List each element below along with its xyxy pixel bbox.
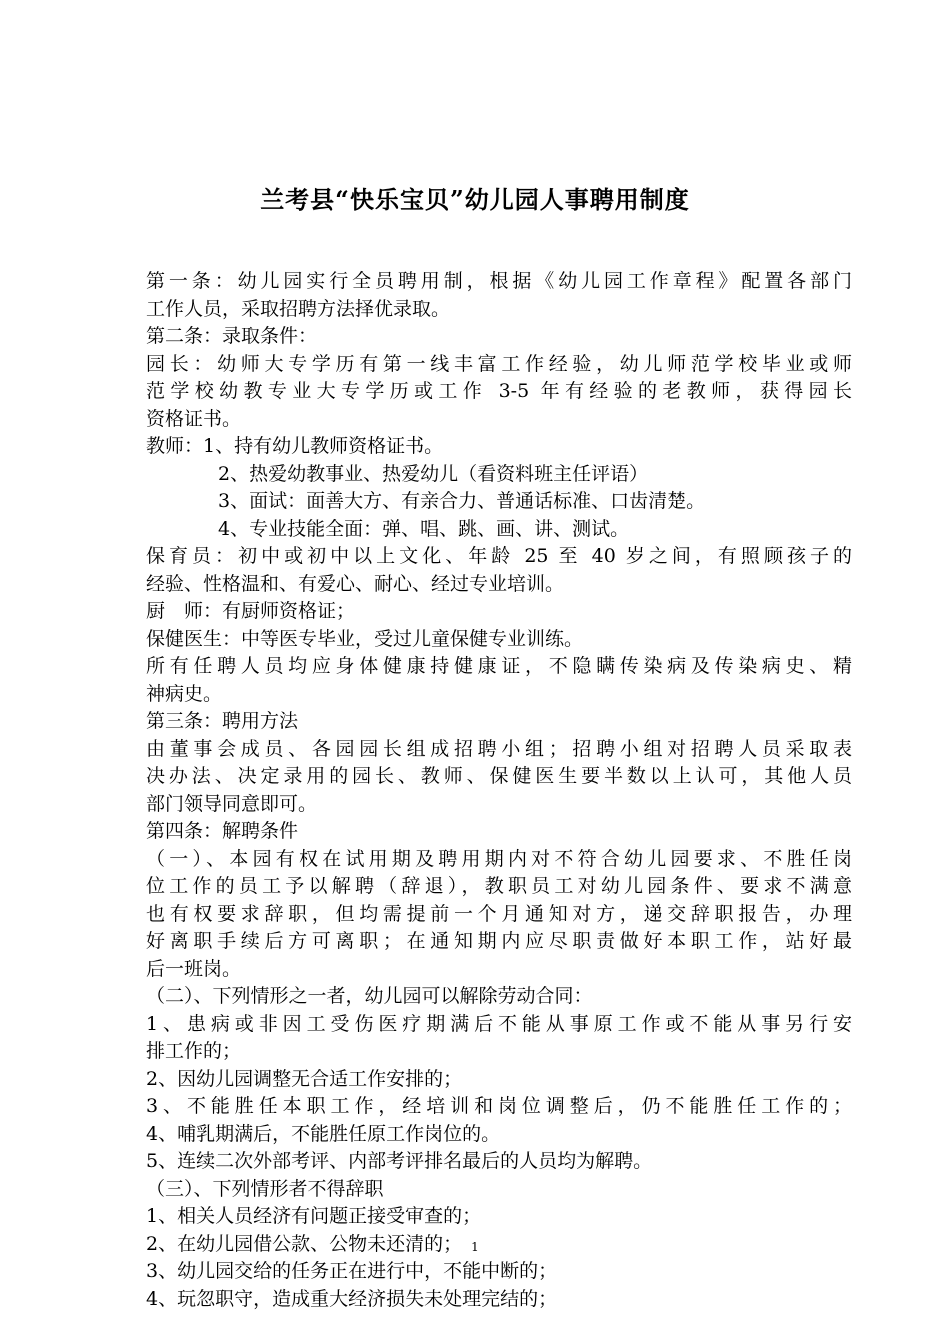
page-number: 1 [471,1240,479,1254]
text-line: 第一条：幼儿园实行全员聘用制，根据《幼儿园工作章程》配置各部门 [146,270,852,292]
text-line: 4、专业技能全面：弹、唱、跳、画、讲、测试。 [218,517,630,540]
text-line: 4、哺乳期满后，不能胜任原工作岗位的。 [146,1122,501,1145]
text-line: 所有任聘人员均应身体健康持健康证，不隐瞒传染病及传染病史、精 [146,655,852,677]
text-line: （三）、下列情形者不得辞职 [146,1177,384,1200]
text-line: 资格证书。 [146,407,242,430]
text-line: 由董事会成员、各园园长组成招聘小组；招聘小组对招聘人员采取表 [146,737,852,760]
text-line: 2、因幼儿园调整无合适工作安排的； [146,1067,463,1090]
document-title: 兰考县“快乐宝贝”幼儿园人事聘用制度 [260,185,690,214]
text-line: （一）、本园有权在试用期及聘用期内对不符合幼儿园要求、不胜任岗 [146,847,852,870]
text-line: 排工作的； [146,1040,242,1062]
text-line: 后一班岗。 [146,957,242,980]
text-line: 3、幼儿园交给的任务正在进行中，不能中断的； [146,1260,558,1282]
text-line: 2、在幼儿园借公款、公物未还清的； [146,1232,463,1255]
text-line: 3、不能胜任本职工作，经培训和岗位调整后，仍不能胜任工作的； [146,1095,852,1117]
text-line: 园长：幼师大专学历有第一线丰富工作经验，幼儿师范学校毕业或师 [146,352,852,375]
text-line: 决办法、决定录用的园长、教师、保健医生要半数以上认可，其他人员 [146,765,852,787]
text-line: 第二条：录取条件： [146,325,318,347]
text-line: （二）、下列情形之一者，幼儿园可以解除劳动合同： [146,985,593,1007]
text-line: 神病史。 [146,682,223,705]
text-line: 厨 师：有厨师资格证； [146,600,356,622]
text-line: 保健医生：中等医专毕业，受过儿童保健专业训练。 [146,627,584,650]
text-line: 经验、性格温和、有爱心、耐心、经过专业培训。 [146,572,565,595]
text-line: 好离职手续后方可离职；在通知期内应尽职责做好本职工作，站好最 [146,930,852,952]
text-line: 5、连续二次外部考评、内部考评排名最后的人员均为解聘。 [146,1150,653,1172]
text-line: 3、面试：面善大方、有亲合力、普通话标准、口齿清楚。 [218,490,706,512]
text-line: 第三条：聘用方法 [146,710,299,732]
text-line: 2、热爱幼教事业、热爱幼儿（看资料班主任评语） [218,462,649,485]
text-line: 也有权要求辞职，但均需提前一个月通知对方，递交辞职报告，办理 [146,902,852,925]
text-line: 4、玩忽职守，造成重大经济损失未处理完结的； [146,1287,558,1310]
text-line: 教师：1、持有幼儿教师资格证书。 [146,435,444,457]
text-line: 保育员：初中或初中以上文化、年龄 25 至 40 岁之间，有照顾孩子的 [146,545,852,567]
text-line: 工作人员，采取招聘方法择优录取。 [146,297,451,320]
document-body [146,268,852,1313]
text-line: 位工作的员工予以解聘（辞退），教职员工对幼儿园条件、要求不满意 [146,875,852,897]
text-line: 第四条：解聘条件 [146,820,299,842]
text-line: 部门领导同意即可。 [146,792,318,815]
text-line: 范学校幼教专业大专学历或工作 3-5 年有经验的老教师，获得园长 [146,380,852,402]
text-line: 1、患病或非因工受伤医疗期满后不能从事原工作或不能从事另行安 [146,1012,852,1035]
text-line: 1、相关人员经济有问题正接受审查的； [146,1205,482,1227]
